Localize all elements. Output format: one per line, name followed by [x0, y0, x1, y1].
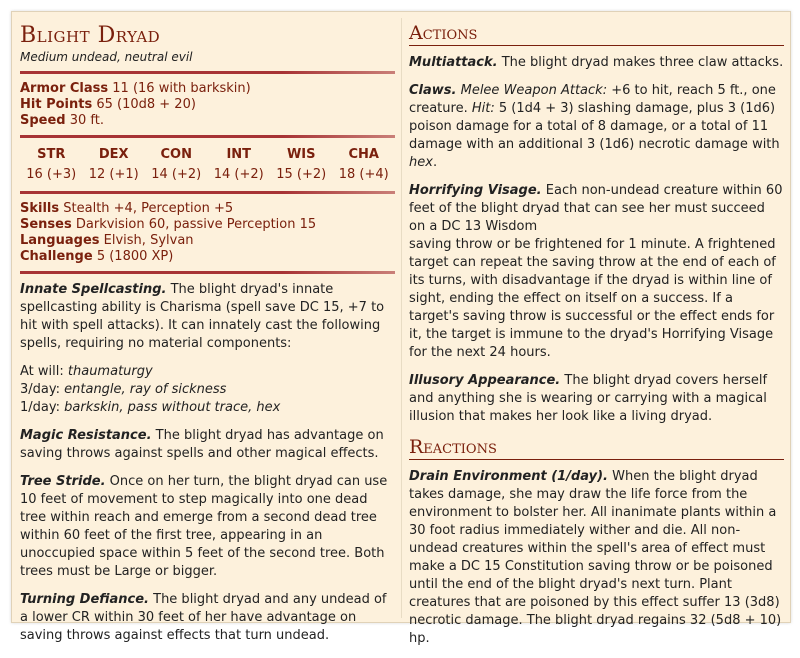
- divider: [20, 191, 395, 194]
- ability-int: INT 14 (+2): [213, 147, 264, 182]
- divider: [20, 271, 395, 274]
- left-column: [20, 12, 395, 655]
- monster-name: Blight Dryad: [20, 23, 161, 48]
- stat-block: [11, 11, 791, 646]
- reactions-heading: Reactions: [409, 436, 784, 460]
- hit-points: Hit Points 65 (10d8 + 20): [20, 97, 196, 112]
- senses: Senses Darkvision 60, passive Perception 15: [20, 217, 317, 232]
- ability-con: CON 14 (+2): [151, 147, 202, 182]
- divider: [20, 71, 395, 74]
- monster-meta: Medium undead, neutral evil: [20, 50, 193, 64]
- ability-str: STR 16 (+3): [26, 147, 77, 182]
- armor-class: Armor Class 11 (16 with barkskin): [20, 81, 251, 96]
- trait-tree-stride: Tree Stride. Once on her turn, the blight dryad can use 10 feet of movement to step magically into one dead tree within reach and emerge from a second dead tree within 60 feet of the first tree, appearing in an unoccupied space within 5 feet of the second tree. Both trees must be Large or bigger.: [20, 474, 388, 579]
- challenge: Challenge 5 (1800 XP): [20, 249, 174, 264]
- reaction-drain-environment: Drain Environment (1/day). When the blight dryad takes damage, she may draw the life force from the environment to bolster her. All inanimate plants within a 30 foot radius immediately wither and die. All non-undead creatures within the spell's area of effect must make a DC 15 Constitution saving throw or be poisoned until the end of the blight dryad's next turn. Plant creatures that are poisoned by this effect suffer 13 (3d8) necrotic damage. The blight dryad regains 32 (5d8 + 10) hp.: [409, 469, 782, 646]
- spells-1-day: 1/day: barkskin, pass without trace, hex: [20, 400, 281, 415]
- right-column: [409, 12, 784, 658]
- skills: Skills Stealth +4, Perception +5: [20, 201, 234, 216]
- action-illusory-appearance: Illusory Appearance. The blight dryad covers herself and anything she is wearing or carrying with a magical illusion that makes her look like a living dryad.: [409, 373, 768, 424]
- trait-magic-resistance: Magic Resistance. The blight dryad has advantage on saving throws against spells and other magical effects.: [20, 428, 384, 461]
- trait-innate-spellcasting: Innate Spellcasting. The blight dryad's innate spellcasting ability is Charisma (spell save DC 15, +7 to hit with spell attacks). It can innately cast the following spells, requiring no material components:: [20, 282, 385, 351]
- actions: [409, 54, 784, 426]
- ability-cha: CHA 18 (+4): [338, 147, 389, 182]
- action-claws: Claws. Melee Weapon Attack: +6 to hit, reach 5 ft., one creature. Hit: 5 (1d4 + 3) slashing damage, plus 3 (1d6) poison damage for a total of 8 damage, or a total of 11 damage with an additional 3 (1d6) necrotic damage with hex.: [409, 83, 780, 170]
- column-divider: [401, 18, 402, 618]
- ability-dex: DEX 12 (+1): [88, 147, 139, 182]
- traits: [20, 281, 395, 645]
- spells-3-day: 3/day: entangle, ray of sickness: [20, 382, 227, 397]
- speed: Speed 30 ft.: [20, 113, 105, 128]
- spells-at-will: At will: thaumaturgy: [20, 364, 153, 379]
- divider: [20, 135, 395, 138]
- action-horrifying-visage: Horrifying Visage. Each non-undead creature within 60 feet of the blight dryad that can see her must succeed on a DC 13 Wisdom saving throw or be frightened for 1 minute. A frightened target can repeat the saving throw at the end of each of its turns, with disadvantage if the dryad is within line of sight, ending the effect on itself on a success. If a target's saving throw is successful or the effect ends for it, the target is immune to the dryad's Horrifying Visage for the next 24 hours.: [409, 183, 783, 360]
- ability-scores: [20, 145, 395, 185]
- action-multiattack: Multiattack. The blight dryad makes three claw attacks.: [409, 55, 784, 70]
- reactions: [409, 468, 784, 648]
- actions-heading: Actions: [409, 22, 784, 46]
- spell-list: [20, 363, 395, 417]
- trait-turning-defiance: Turning Defiance. The blight dryad and any undead of a lower CR within 30 feet of her have advantage on saving throws against effects that turn undead.: [20, 592, 387, 643]
- languages: Languages Elvish, Sylvan: [20, 233, 194, 248]
- ability-wis: WIS 15 (+2): [276, 147, 327, 182]
